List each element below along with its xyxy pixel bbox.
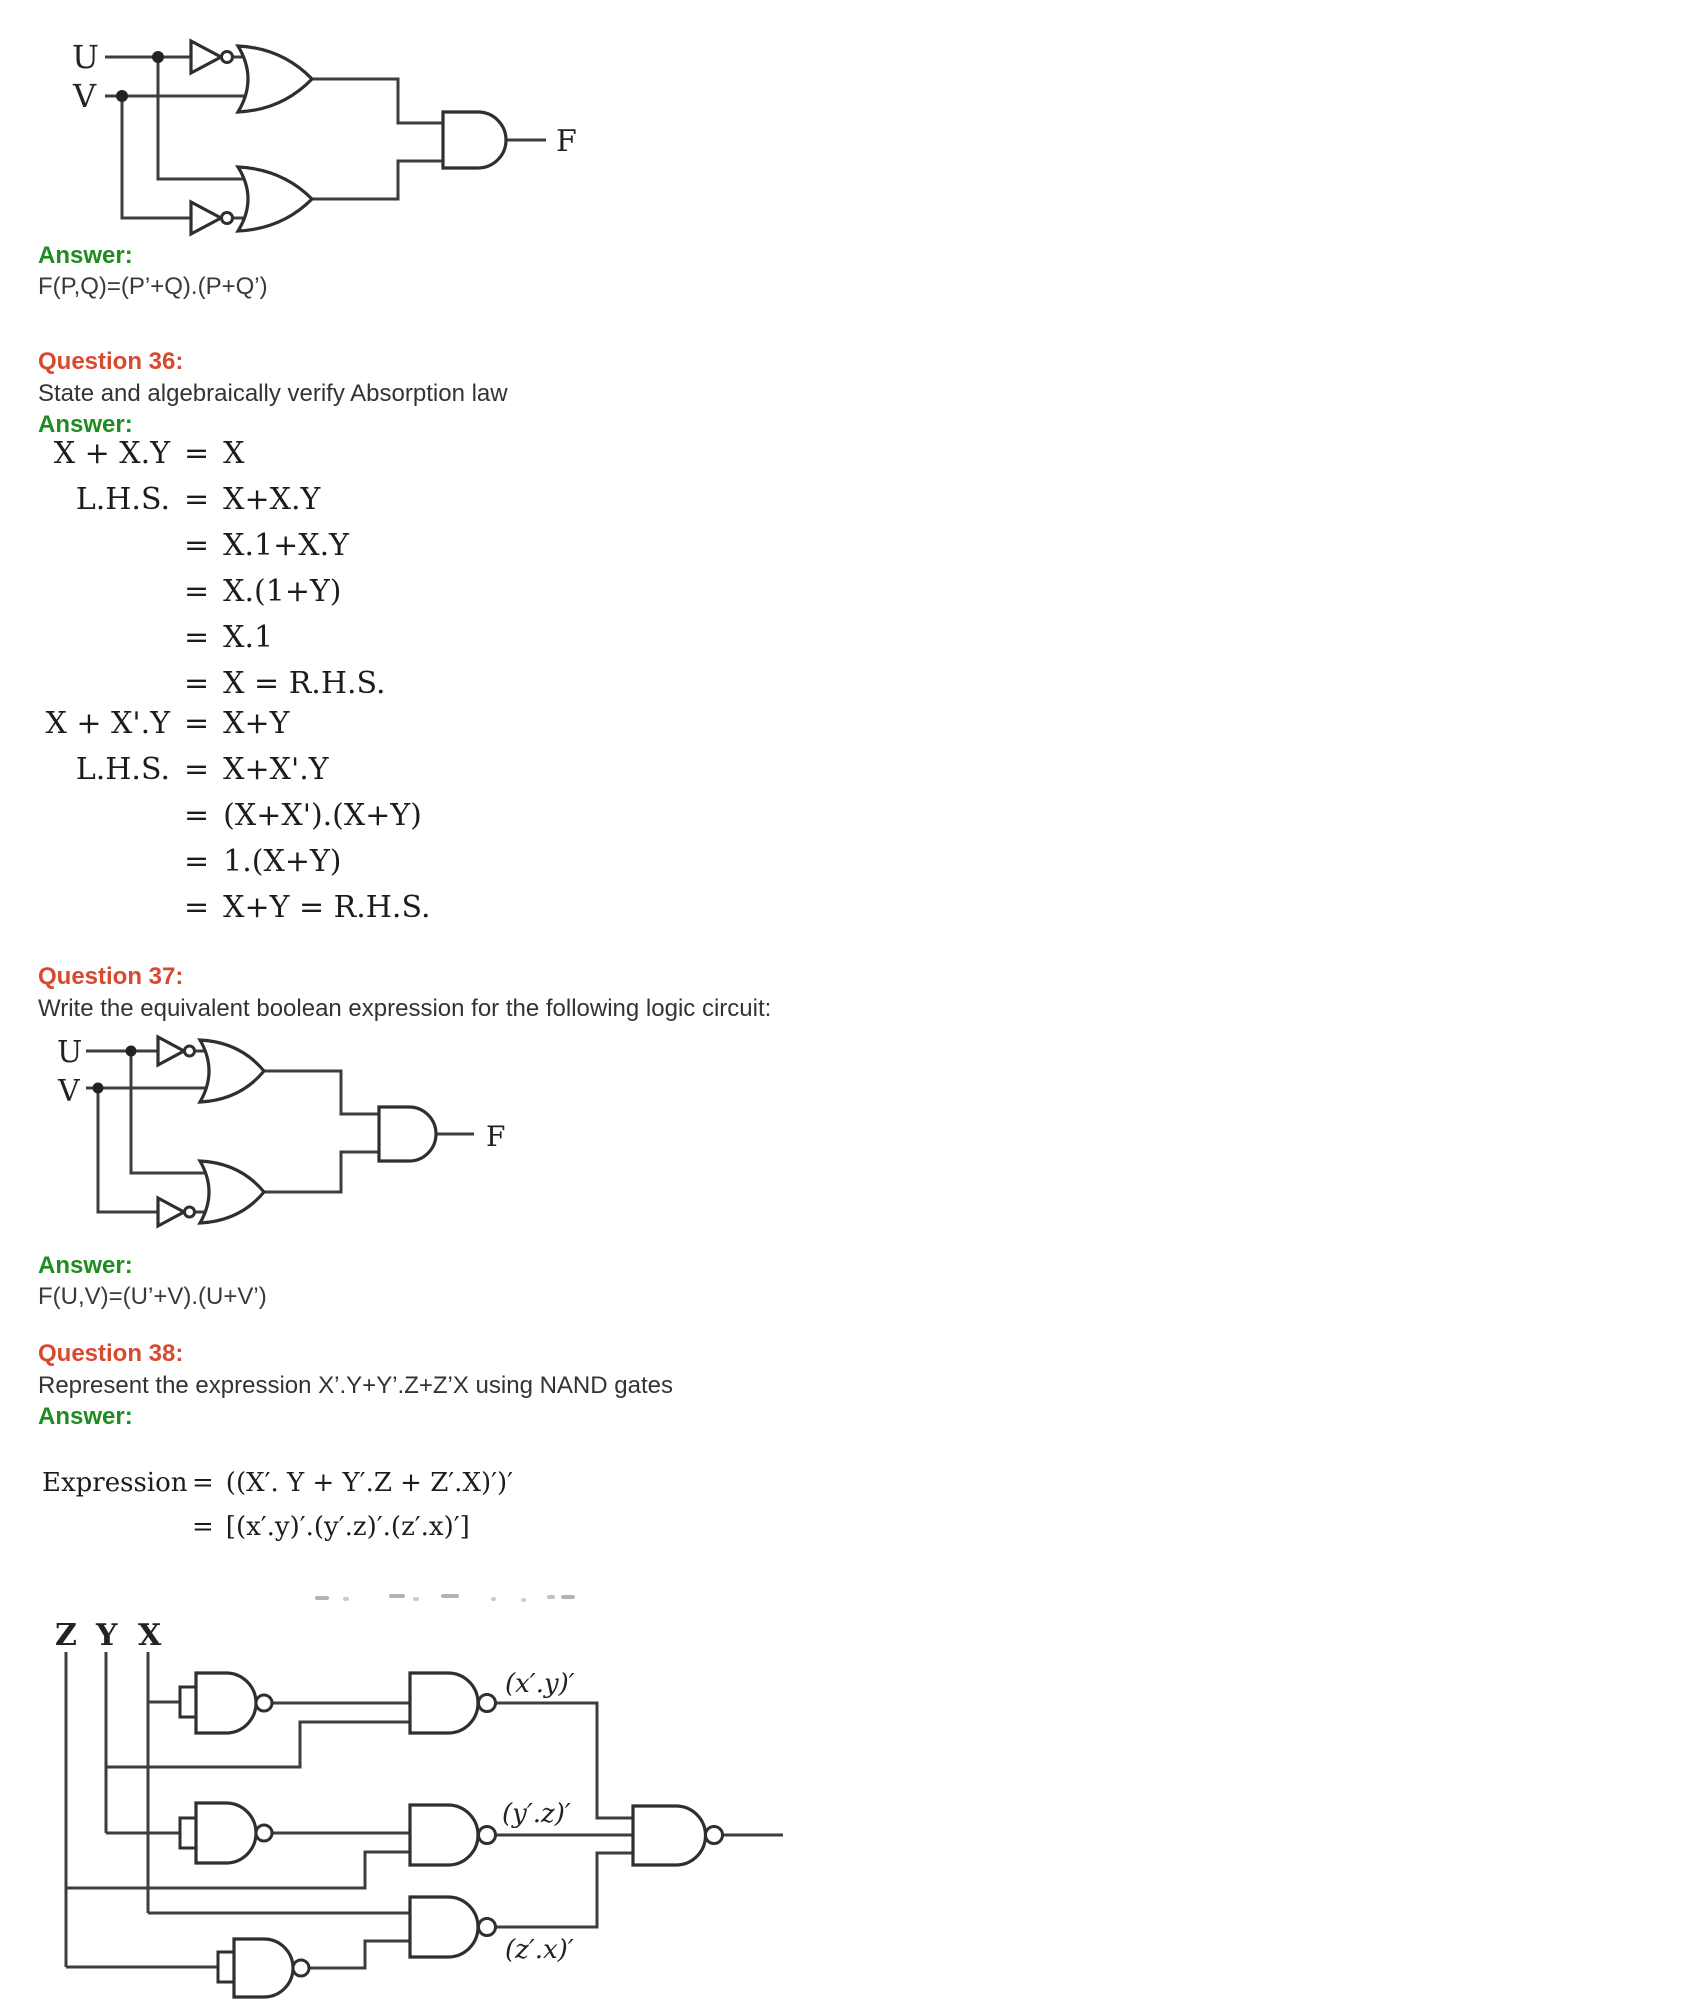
input-label-z: Z [55, 1618, 77, 1653]
wire [264, 1071, 379, 1114]
math-lhs: X + X'.Y [45, 706, 170, 741]
question-text: Represent the expression X’.Y+Y’.Z+Z’X using NAND gates [38, 1372, 673, 1399]
math-rhs: (X+X').(X+Y) [223, 798, 422, 833]
nand-inverter-z [218, 1939, 309, 1997]
math-rhs: X+Y [223, 706, 290, 741]
equals-sign: = [184, 620, 210, 655]
equals-sign: = [192, 1512, 214, 1542]
answer-label: Answer: [38, 1403, 133, 1430]
nand-gate-yz [410, 1805, 496, 1865]
math-rhs: X = R.H.S. [223, 666, 386, 701]
inverter-bubble [706, 1827, 723, 1844]
math-rhs: X.(1+Y) [223, 574, 342, 609]
math-lhs: X + X.Y [53, 436, 170, 471]
junction-dot [126, 1046, 137, 1057]
wire [312, 161, 443, 199]
answer-label: Answer: [38, 242, 133, 269]
inverter-bubble [256, 1695, 272, 1711]
equals-sign: = [184, 436, 210, 471]
math-row [38, 706, 431, 752]
question-text: Write the equivalent boolean expression for the following logic circuit: [38, 995, 772, 1022]
nand-inverter-x [180, 1673, 272, 1733]
not-gate [158, 1037, 195, 1065]
junction-dot [93, 1083, 104, 1094]
logic-circuit-diagram-q35 [40, 24, 600, 238]
question-heading: Question 37: [38, 963, 184, 990]
inverter-bubble [256, 1825, 272, 1841]
output-label-f: F [556, 124, 577, 159]
wire [264, 1152, 379, 1192]
input-label-u: U [72, 38, 99, 76]
input-label-u: U [57, 1035, 83, 1070]
inverter-bubble [222, 213, 233, 224]
math-rhs: ((X′. Y + Y′.Z + Z′.X)′)′ [225, 1468, 514, 1498]
junction-dot [116, 90, 128, 102]
nand-inverter-y [180, 1803, 272, 1863]
inverter-bubble [185, 1207, 195, 1217]
expression-block [42, 1468, 513, 1556]
or-gate [200, 1040, 264, 1102]
math-rhs: 1.(X+Y) [223, 844, 342, 879]
input-label-v: V [58, 1074, 80, 1109]
logic-circuit-diagram-q37 [40, 1028, 560, 1240]
equals-sign: = [184, 844, 210, 879]
inverter-bubble [222, 52, 233, 63]
math-rhs: X.1+X.Y [223, 528, 349, 563]
or-gate [238, 167, 312, 231]
math-row [42, 1512, 513, 1556]
answer-label: Answer: [38, 411, 133, 438]
signal-label-zx: (z′.x)′ [505, 1935, 574, 1965]
nand-gate-final [633, 1806, 723, 1865]
math-row [38, 890, 431, 936]
math-row [38, 752, 431, 798]
math-lhs: Expression [42, 1468, 188, 1498]
equals-sign: = [184, 528, 210, 563]
wire [496, 1853, 633, 1927]
wire [312, 79, 443, 123]
math-rhs: X+Y = R.H.S. [223, 890, 431, 925]
derivation-block-1 [38, 436, 386, 712]
math-rhs: X [223, 436, 245, 471]
not-gate [191, 41, 233, 73]
inverter-bubble [293, 1960, 309, 1976]
math-row [42, 1468, 513, 1512]
equals-sign: = [184, 890, 210, 925]
math-rhs: X+X.Y [223, 482, 321, 517]
input-label-v: V [73, 77, 97, 115]
question-heading: Question 36: [38, 348, 184, 375]
tied-input-tab [218, 1952, 234, 1982]
math-row [38, 574, 386, 620]
equals-sign: = [184, 666, 210, 701]
inverter-bubble [479, 1695, 496, 1712]
question-heading: Question 38: [38, 1340, 184, 1367]
junction-dot [152, 51, 164, 63]
math-lhs: L.H.S. [75, 482, 170, 517]
equals-sign: = [184, 482, 210, 517]
inverter-bubble [185, 1046, 195, 1056]
or-gate [238, 46, 312, 112]
not-gate [158, 1198, 195, 1226]
math-row [38, 528, 386, 574]
wire [158, 57, 253, 179]
signal-label-xy: (x′.y)′ [505, 1669, 575, 1699]
tied-input-tab [180, 1687, 196, 1717]
question-text: State and algebraically verify Absorption law [38, 380, 508, 407]
math-rhs: X.1 [223, 620, 274, 655]
math-row [38, 482, 386, 528]
input-label-x: X [138, 1618, 162, 1653]
and-gate [443, 112, 506, 168]
equals-sign: = [184, 752, 210, 787]
tied-input-tab [180, 1818, 196, 1848]
and-gate [379, 1107, 436, 1161]
nand-gate-zx [410, 1897, 496, 1957]
math-rhs: X+X'.Y [223, 752, 329, 787]
math-row [38, 620, 386, 666]
wire [309, 1941, 410, 1968]
not-gate [191, 202, 233, 234]
equals-sign: = [184, 798, 210, 833]
answer-value: F(U,V)=(U’+V).(U+V’) [38, 1283, 267, 1310]
output-label-f: F [486, 1120, 506, 1153]
math-row [38, 844, 431, 890]
nand-circuit-diagram [40, 1610, 820, 2004]
equals-sign: = [184, 574, 210, 609]
signal-label-yz: (y′.z)′ [502, 1799, 571, 1829]
input-label-y: Y [96, 1618, 118, 1653]
equals-sign: = [192, 1468, 214, 1498]
math-row [38, 436, 386, 482]
inverter-bubble [479, 1919, 496, 1936]
inverter-bubble [479, 1827, 496, 1844]
math-rhs: [(x′.y)′.(y′.z)′.(z′.x)′] [225, 1512, 470, 1542]
nand-gate-xy [410, 1673, 496, 1733]
wire [131, 1051, 216, 1173]
answer-label: Answer: [38, 1252, 133, 1279]
math-row [38, 798, 431, 844]
equals-sign: = [184, 706, 210, 741]
derivation-block-2 [38, 706, 431, 936]
or-gate [200, 1161, 264, 1223]
wire [106, 1722, 410, 1767]
scan-artifacts [315, 1594, 585, 1602]
math-lhs: L.H.S. [75, 752, 170, 787]
answer-value: F(P,Q)=(P’+Q).(P+Q’) [38, 273, 268, 300]
wire [98, 1088, 158, 1212]
